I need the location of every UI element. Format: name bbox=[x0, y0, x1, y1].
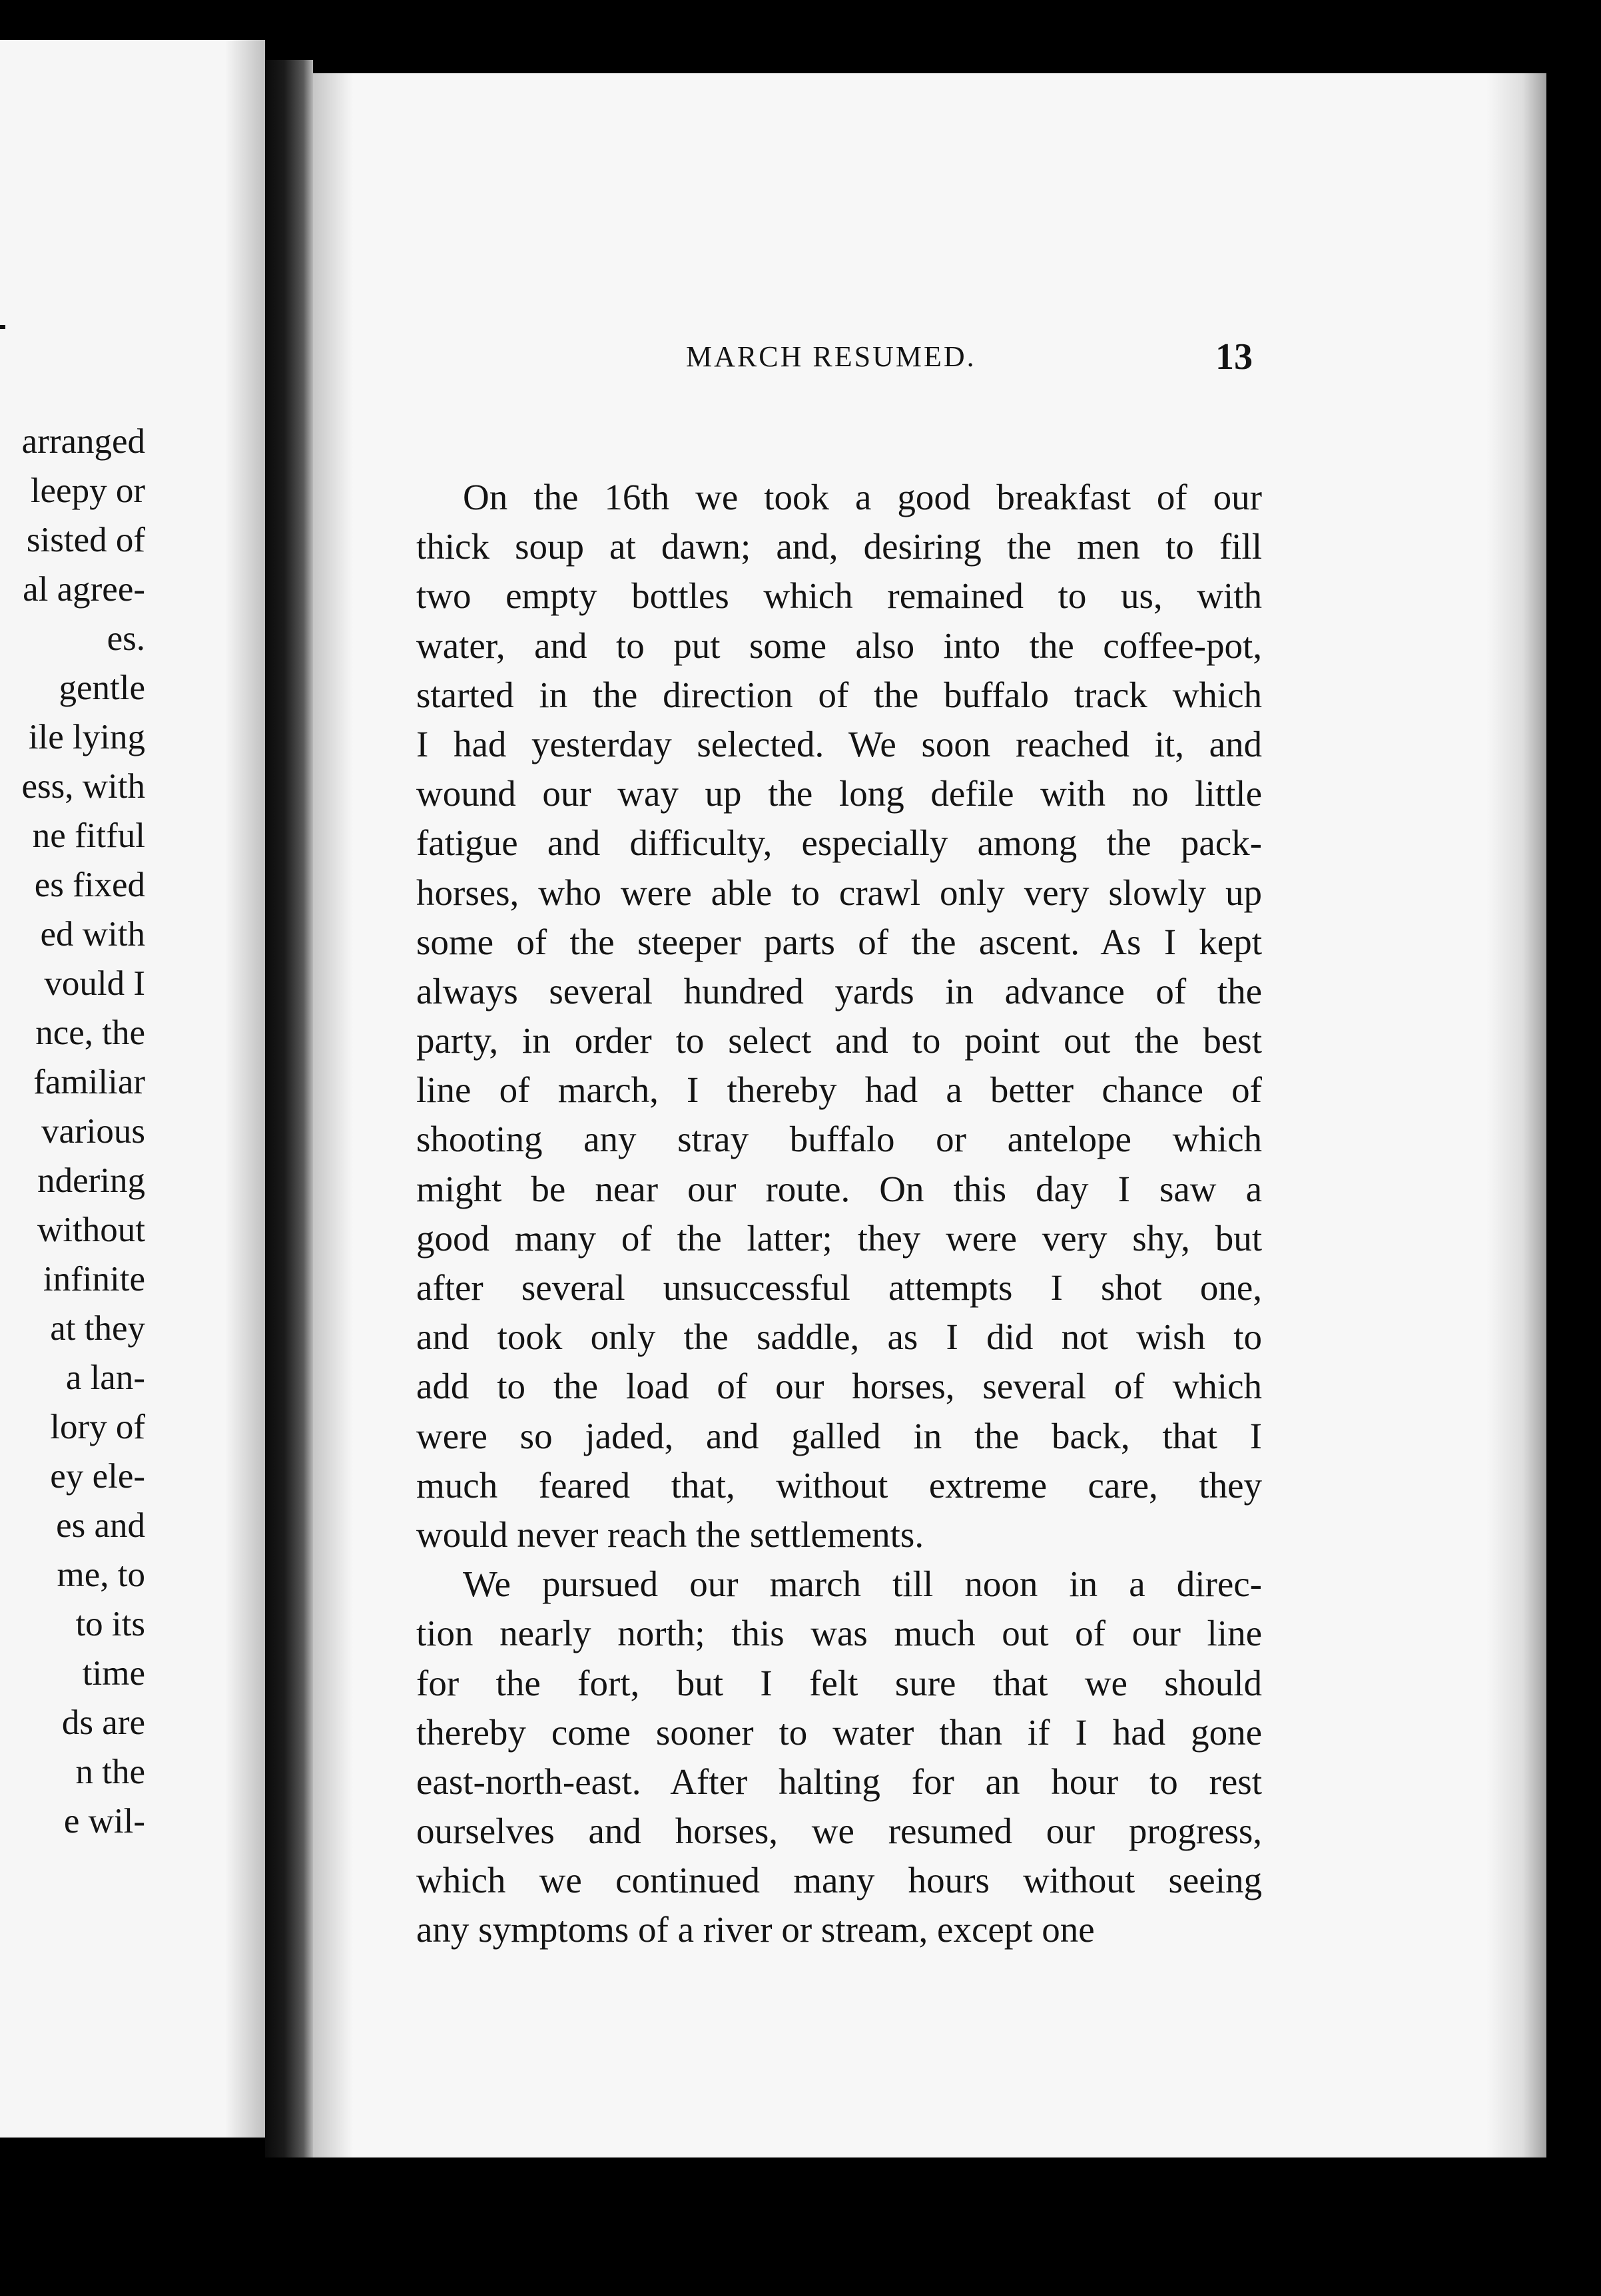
text-line: for the fort, but I felt sure that we should bbox=[416, 1662, 1262, 1703]
left-page-line: n the bbox=[75, 1753, 145, 1791]
left-page-line: various bbox=[41, 1112, 145, 1151]
text-line: might be near our route. On this day I saw a bbox=[416, 1168, 1262, 1209]
left-page-mark bbox=[0, 325, 5, 329]
left-page-fragment bbox=[0, 40, 265, 2138]
text-line: after several unsuccessful attempts I shot one, bbox=[416, 1267, 1262, 1308]
left-page-line: leepy or bbox=[30, 471, 145, 510]
left-page-line: arranged bbox=[21, 422, 145, 461]
left-page-line: al agree- bbox=[23, 570, 145, 609]
text-line: much feared that, without extreme care, they bbox=[416, 1464, 1262, 1506]
text-line: I had yesterday selected. We soon reached it, and bbox=[416, 723, 1262, 764]
text-line: any symptoms of a river or stream, except one bbox=[416, 1909, 1095, 1950]
text-line: fatigue and difficulty, especially among the pack- bbox=[416, 822, 1262, 864]
left-page-line: e wil- bbox=[63, 1802, 145, 1841]
text-line: two empty bottles which remained to us, with bbox=[416, 575, 1262, 617]
left-page-line: ndering bbox=[37, 1161, 145, 1200]
left-page-text bbox=[22, 417, 146, 1846]
left-page-line: ile lying bbox=[28, 718, 145, 756]
text-line: and took only the saddle, as I did not wish to bbox=[416, 1316, 1262, 1358]
right-page bbox=[313, 73, 1546, 2157]
text-line: We pursued our march till noon in a direc- bbox=[463, 1564, 1262, 1605]
text-line: tion nearly north; this was much out of our line bbox=[416, 1613, 1262, 1654]
left-page-line: a lan- bbox=[65, 1358, 145, 1397]
left-page-line: infinite bbox=[43, 1260, 145, 1298]
text-line: thick soup at dawn; and, desiring the men to fill bbox=[416, 526, 1262, 567]
left-page-line: time bbox=[82, 1654, 145, 1693]
running-head: MARCH RESUMED. bbox=[686, 340, 976, 373]
left-page-line: es. bbox=[107, 619, 145, 658]
left-page-line: sisted of bbox=[26, 521, 145, 559]
text-line: which we continued many hours without seeing bbox=[416, 1860, 1262, 1901]
text-line: started in the direction of the buffalo track which bbox=[416, 674, 1262, 715]
left-page-line: gentle bbox=[59, 669, 145, 707]
text-line: add to the load of our horses, several of which bbox=[416, 1366, 1262, 1407]
left-page-line: ess, with bbox=[21, 767, 145, 806]
left-page-line: ed with bbox=[40, 915, 145, 954]
left-page-line: me, to bbox=[57, 1556, 145, 1594]
left-page-line: es fixed bbox=[34, 866, 145, 904]
text-line: thereby come sooner to water than if I had gone bbox=[416, 1711, 1262, 1753]
text-line: ourselves and horses, we resumed our progress, bbox=[416, 1811, 1262, 1852]
left-page-line: to its bbox=[75, 1605, 145, 1643]
text-line: On the 16th we took a good breakfast of our bbox=[463, 477, 1262, 517]
text-line: always several hundred yards in advance of the bbox=[416, 970, 1262, 1011]
left-page-line: es and bbox=[56, 1506, 145, 1545]
text-line: would never reach the settlements. bbox=[416, 1514, 924, 1555]
paragraph-1 bbox=[416, 473, 1262, 1560]
left-page-line: familiar bbox=[33, 1063, 145, 1101]
text-line: wound our way up the long defile with no little bbox=[416, 773, 1262, 814]
left-page-line: at they bbox=[50, 1309, 145, 1348]
text-line: party, in order to select and to point out the best bbox=[416, 1020, 1262, 1061]
left-page-line: without bbox=[37, 1211, 145, 1249]
left-page-line: vould I bbox=[44, 964, 145, 1003]
paragraph-2 bbox=[416, 1560, 1262, 1955]
left-page-line: ey ele- bbox=[50, 1457, 145, 1496]
body-text bbox=[416, 473, 1262, 1955]
left-page-line: ds are bbox=[61, 1703, 145, 1742]
text-line: line of march, I thereby had a better chance of bbox=[416, 1069, 1262, 1111]
left-page-line: ne fitful bbox=[32, 816, 145, 855]
text-line: were so jaded, and galled in the back, that I bbox=[416, 1415, 1262, 1456]
book-gutter bbox=[265, 60, 313, 2157]
text-line: good many of the latter; they were very shy, but bbox=[416, 1217, 1262, 1259]
left-page-line: lory of bbox=[50, 1408, 145, 1446]
text-line: water, and to put some also into the coffee-pot, bbox=[416, 625, 1262, 666]
text-line: east-north-east. After halting for an hour to rest bbox=[416, 1761, 1262, 1802]
text-line: horses, who were able to crawl only very slowly up bbox=[416, 872, 1262, 913]
page-number: 13 bbox=[1215, 336, 1253, 378]
text-line: shooting any stray buffalo or antelope which bbox=[416, 1119, 1262, 1160]
text-line: some of the steeper parts of the ascent. As I kept bbox=[416, 921, 1262, 962]
left-page-line: nce, the bbox=[35, 1013, 145, 1052]
